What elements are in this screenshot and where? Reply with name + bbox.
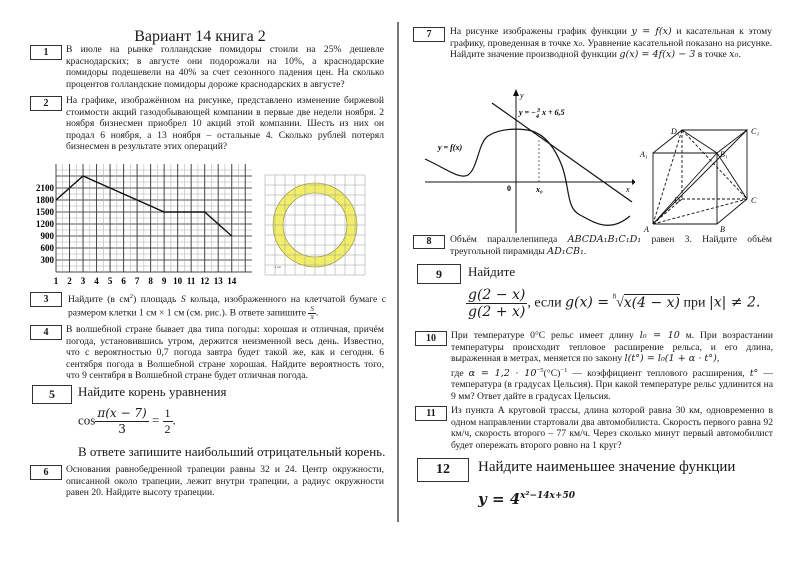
math: |x| ≠ 2. — [709, 294, 761, 311]
y-tick-label: 2100 — [36, 183, 54, 193]
edge-ab1 — [653, 153, 717, 224]
task-text-8 — [450, 234, 772, 257]
ring-figure — [262, 172, 372, 284]
vertex-label-d: D — [674, 196, 680, 205]
x-tick-label: 3 — [80, 276, 86, 286]
parallelepiped-figure — [636, 124, 796, 234]
text: в точке — [695, 49, 730, 60]
y-tick-label: 900 — [40, 231, 54, 241]
fraction — [163, 406, 173, 437]
task-number-2: 2 — [30, 96, 62, 111]
tangent-equation-label — [518, 108, 565, 120]
stock-price-chart — [20, 160, 260, 290]
curve-label: y = f(x) — [438, 143, 463, 152]
vertex-label-d1: D₁ — [671, 127, 680, 136]
math: g(x) = — [565, 294, 610, 311]
x-tick-label: 8 — [148, 276, 153, 286]
text: . — [172, 412, 176, 428]
text: ) площадь — [133, 294, 181, 306]
task-number-11: 11 — [415, 406, 447, 421]
x-tick-label: 9 — [161, 276, 167, 286]
edge-d1b1 — [682, 130, 717, 153]
math: g(x) = 4f(x) − 3 — [619, 49, 696, 60]
vertex-label-b: B — [720, 225, 725, 234]
fraction-num: 1 — [164, 406, 171, 420]
task-text-7 — [450, 26, 772, 61]
task-number-9: 9 — [417, 264, 461, 284]
task-heading-12: Найдите наименьшее значение функции — [478, 459, 736, 475]
text: . — [583, 245, 587, 257]
fraction-den: g(2 + x) — [468, 304, 526, 320]
task-number-7: 7 — [413, 27, 445, 42]
radicand: x(4 − x) — [623, 294, 681, 311]
task-heading-9: Найдите — [468, 264, 516, 279]
x-arrow-icon — [632, 179, 635, 185]
x-tick-label: 1 — [53, 276, 59, 286]
text: y = − — [519, 108, 536, 117]
fraction — [95, 406, 148, 437]
task-number-5: 5 — [32, 385, 72, 404]
task-text-6: Основания равнобедренной трапеции равны 32 и 24. Центр окружности, описанной около трапеции, лежит внутри трапеции, а радиус окружности равен 20. Найдите высоту трапеции. — [66, 464, 384, 498]
vertex-label-c: C — [751, 196, 757, 205]
task-number-8: 8 — [413, 235, 445, 249]
text: x + 6,5 — [541, 108, 565, 117]
task-text-2: На графике, изображённом на рисунке, представлено изменение биржевой стоимости акций газодобывающей компании в первые две недели ноября. 2 ноября бизнесмен приобрел 10 акций этой компании. Шесть из них он продал 6 ноября, а 13 ноября – остальные 4. Сколько рублей потерял бизнесмен в результате этих операций? — [66, 95, 384, 152]
text: м. При возрастании температуры происходит тепловое расширение рельса, и его длина, выраженная в метрах, меняется по закону — [451, 330, 774, 364]
text: На рисунке изображены график функции — [450, 26, 632, 37]
math: t° — [749, 367, 759, 379]
origin-label: 0 — [507, 184, 511, 193]
text: кольца, изображенного на клетчатой бумаге с размером клетки 1 см × 1 см (см. рис.). В ответе запишите — [68, 294, 386, 319]
fraction-den: π — [310, 312, 314, 321]
task-text-10 — [451, 330, 773, 402]
text: . — [315, 307, 319, 319]
math: l(t°) = l₀(1 + α · t°) — [624, 353, 717, 364]
task-note-5: В ответе запишите наибольший отрицательный корень. — [78, 444, 386, 459]
task-heading-5: Найдите корень уравнения — [78, 384, 227, 399]
task-number-6: 6 — [30, 465, 62, 480]
y-axis-label: y — [520, 91, 524, 100]
x-tick-label: 5 — [107, 276, 113, 286]
edge-b1c — [717, 153, 747, 199]
math-var: S — [180, 294, 186, 306]
task-text-1: В июле на рынке голландские помидоры стоили на 25% дешевле краснодарских; в августе они подорожали на 10%, а краснодарские помидоры подешевели на 40% за счет сезонного падения цен. На сколько процентов голландские помидоры дороже краснодарских в августе? — [66, 44, 384, 90]
vertex-label-a1: A₁ — [640, 150, 648, 159]
vertex-label-a: A — [644, 225, 649, 234]
root-index: 8 — [612, 292, 617, 301]
x-tick-label: 10 — [173, 276, 183, 286]
right-edges — [717, 130, 747, 224]
task-equation-9 — [466, 287, 796, 320]
task-equation-5 — [78, 406, 378, 437]
task-number-3: 3 — [30, 292, 62, 307]
x-tick-label: 14 — [227, 276, 237, 286]
task-text-4: В волшебной стране бывает два типа погоды: хорошая и отличная, причём погода, установившись утром, держится неизменной весь день. Известно, что с вероятностью 0,7 погода завтра будет такой же, как и сегодня. 6 сентября погода в Волшебной стране хорошая. Найдите вероятность того, что 9 сентября в Волшебной стране будет отличная погода. — [66, 324, 384, 381]
task-text-3 — [68, 291, 386, 321]
fraction-num: π(x − 7) — [97, 406, 147, 420]
x-tick-label: 7 — [134, 276, 140, 286]
x-axis-label: x — [626, 185, 630, 194]
math: y = 4 — [478, 490, 521, 508]
text: , — [716, 353, 720, 364]
fraction — [308, 304, 319, 321]
text: Объём параллелепипеда — [450, 234, 568, 245]
text: При температуре 0°C рельс имеет длину — [451, 330, 640, 341]
task-number-4: 4 — [30, 325, 62, 340]
text: — температура (в градусах Цельсия). При какой температуре рельс удлинится на 9 мм? Ответ дайте в градусах Цельсия. — [451, 367, 774, 402]
fraction-den: 4 — [535, 114, 539, 120]
math: (°C) — [543, 367, 561, 379]
text: — коэффициент теплового расширения, — [567, 367, 750, 379]
y-tick-label: 600 — [40, 243, 54, 253]
y-arrow-icon — [513, 89, 519, 96]
text: , если — [527, 295, 566, 311]
task-text-11: Из пункта А круговой трассы, длина которой равна 30 км, одновременно в одном направлении стартовали два автомобилиста. Скорость первого равна 92 км/ч, скорость второго – 77 км/ч. Через сколько минут первый автомобилист будет опережать второго ровно на 1 круг? — [451, 405, 773, 451]
y-tick-label: 1500 — [36, 207, 54, 217]
x-tick-label: 12 — [200, 276, 210, 286]
x-tick-label: 11 — [186, 276, 196, 286]
vertex-label-b1: B₁ — [720, 150, 728, 159]
column-divider — [397, 22, 399, 522]
equals: = — [151, 412, 160, 428]
task-number-10: 10 — [415, 331, 447, 346]
fraction-num: S — [308, 306, 316, 314]
page-title: Вариант 14 книга 2 — [134, 28, 266, 45]
text: и касательная к этому графику, проведенная в точке — [450, 26, 772, 49]
function-graph-figure — [420, 88, 635, 233]
x-tick-label: 2 — [67, 276, 72, 286]
fraction-den: 3 — [118, 422, 126, 436]
text: . — [738, 49, 741, 60]
x-tick-label: 6 — [121, 276, 126, 286]
math: ABCDA₁B₁C₁D₁ — [567, 234, 642, 245]
math: x₀ — [729, 49, 739, 60]
y-tick-label: 300 — [40, 255, 54, 265]
cos: cos — [78, 412, 96, 428]
text: при — [680, 295, 709, 311]
math: l₀ = 10 — [639, 330, 680, 341]
math: α = 1,2 · 10 — [468, 367, 537, 379]
task-number-12: 12 — [417, 458, 469, 482]
vertex-label-c1: C₁ — [751, 127, 760, 136]
fraction-num: 3 — [536, 108, 540, 114]
fraction-num: g(2 − x) — [468, 287, 526, 303]
superscript: −5 — [536, 366, 544, 374]
x0-label: x₀ — [536, 185, 543, 194]
text: где — [451, 367, 469, 379]
radical-icon: √ — [616, 295, 624, 311]
cell-size-label: 1 см — [275, 265, 281, 269]
text: Найдите (в см — [68, 294, 130, 306]
y-tick-label: 1200 — [36, 219, 54, 229]
task-equation-12 — [478, 488, 778, 508]
math: AD₁CB₁ — [547, 245, 584, 257]
text: равен 3. Найдите объём треугольной пирамиды — [450, 234, 772, 257]
x-tick-label: 13 — [213, 276, 223, 286]
superscript: x²−14x+50 — [520, 491, 575, 501]
math: y = f(x) — [631, 26, 672, 37]
fraction — [466, 287, 527, 320]
y-tick-label: 1800 — [36, 195, 54, 205]
math: x₀ — [573, 37, 583, 49]
x-tick-label: 4 — [94, 276, 99, 286]
task-number-1: 1 — [30, 45, 62, 60]
superscript: 2 — [129, 293, 134, 300]
tangent-line — [492, 103, 632, 202]
hidden-edge-ac — [653, 199, 747, 224]
fraction-den: 2 — [164, 422, 171, 436]
superscript: −1 — [560, 366, 568, 374]
text: . Уравнение касательной показано на рисунке. Найдите значение производной функции — [450, 37, 772, 60]
